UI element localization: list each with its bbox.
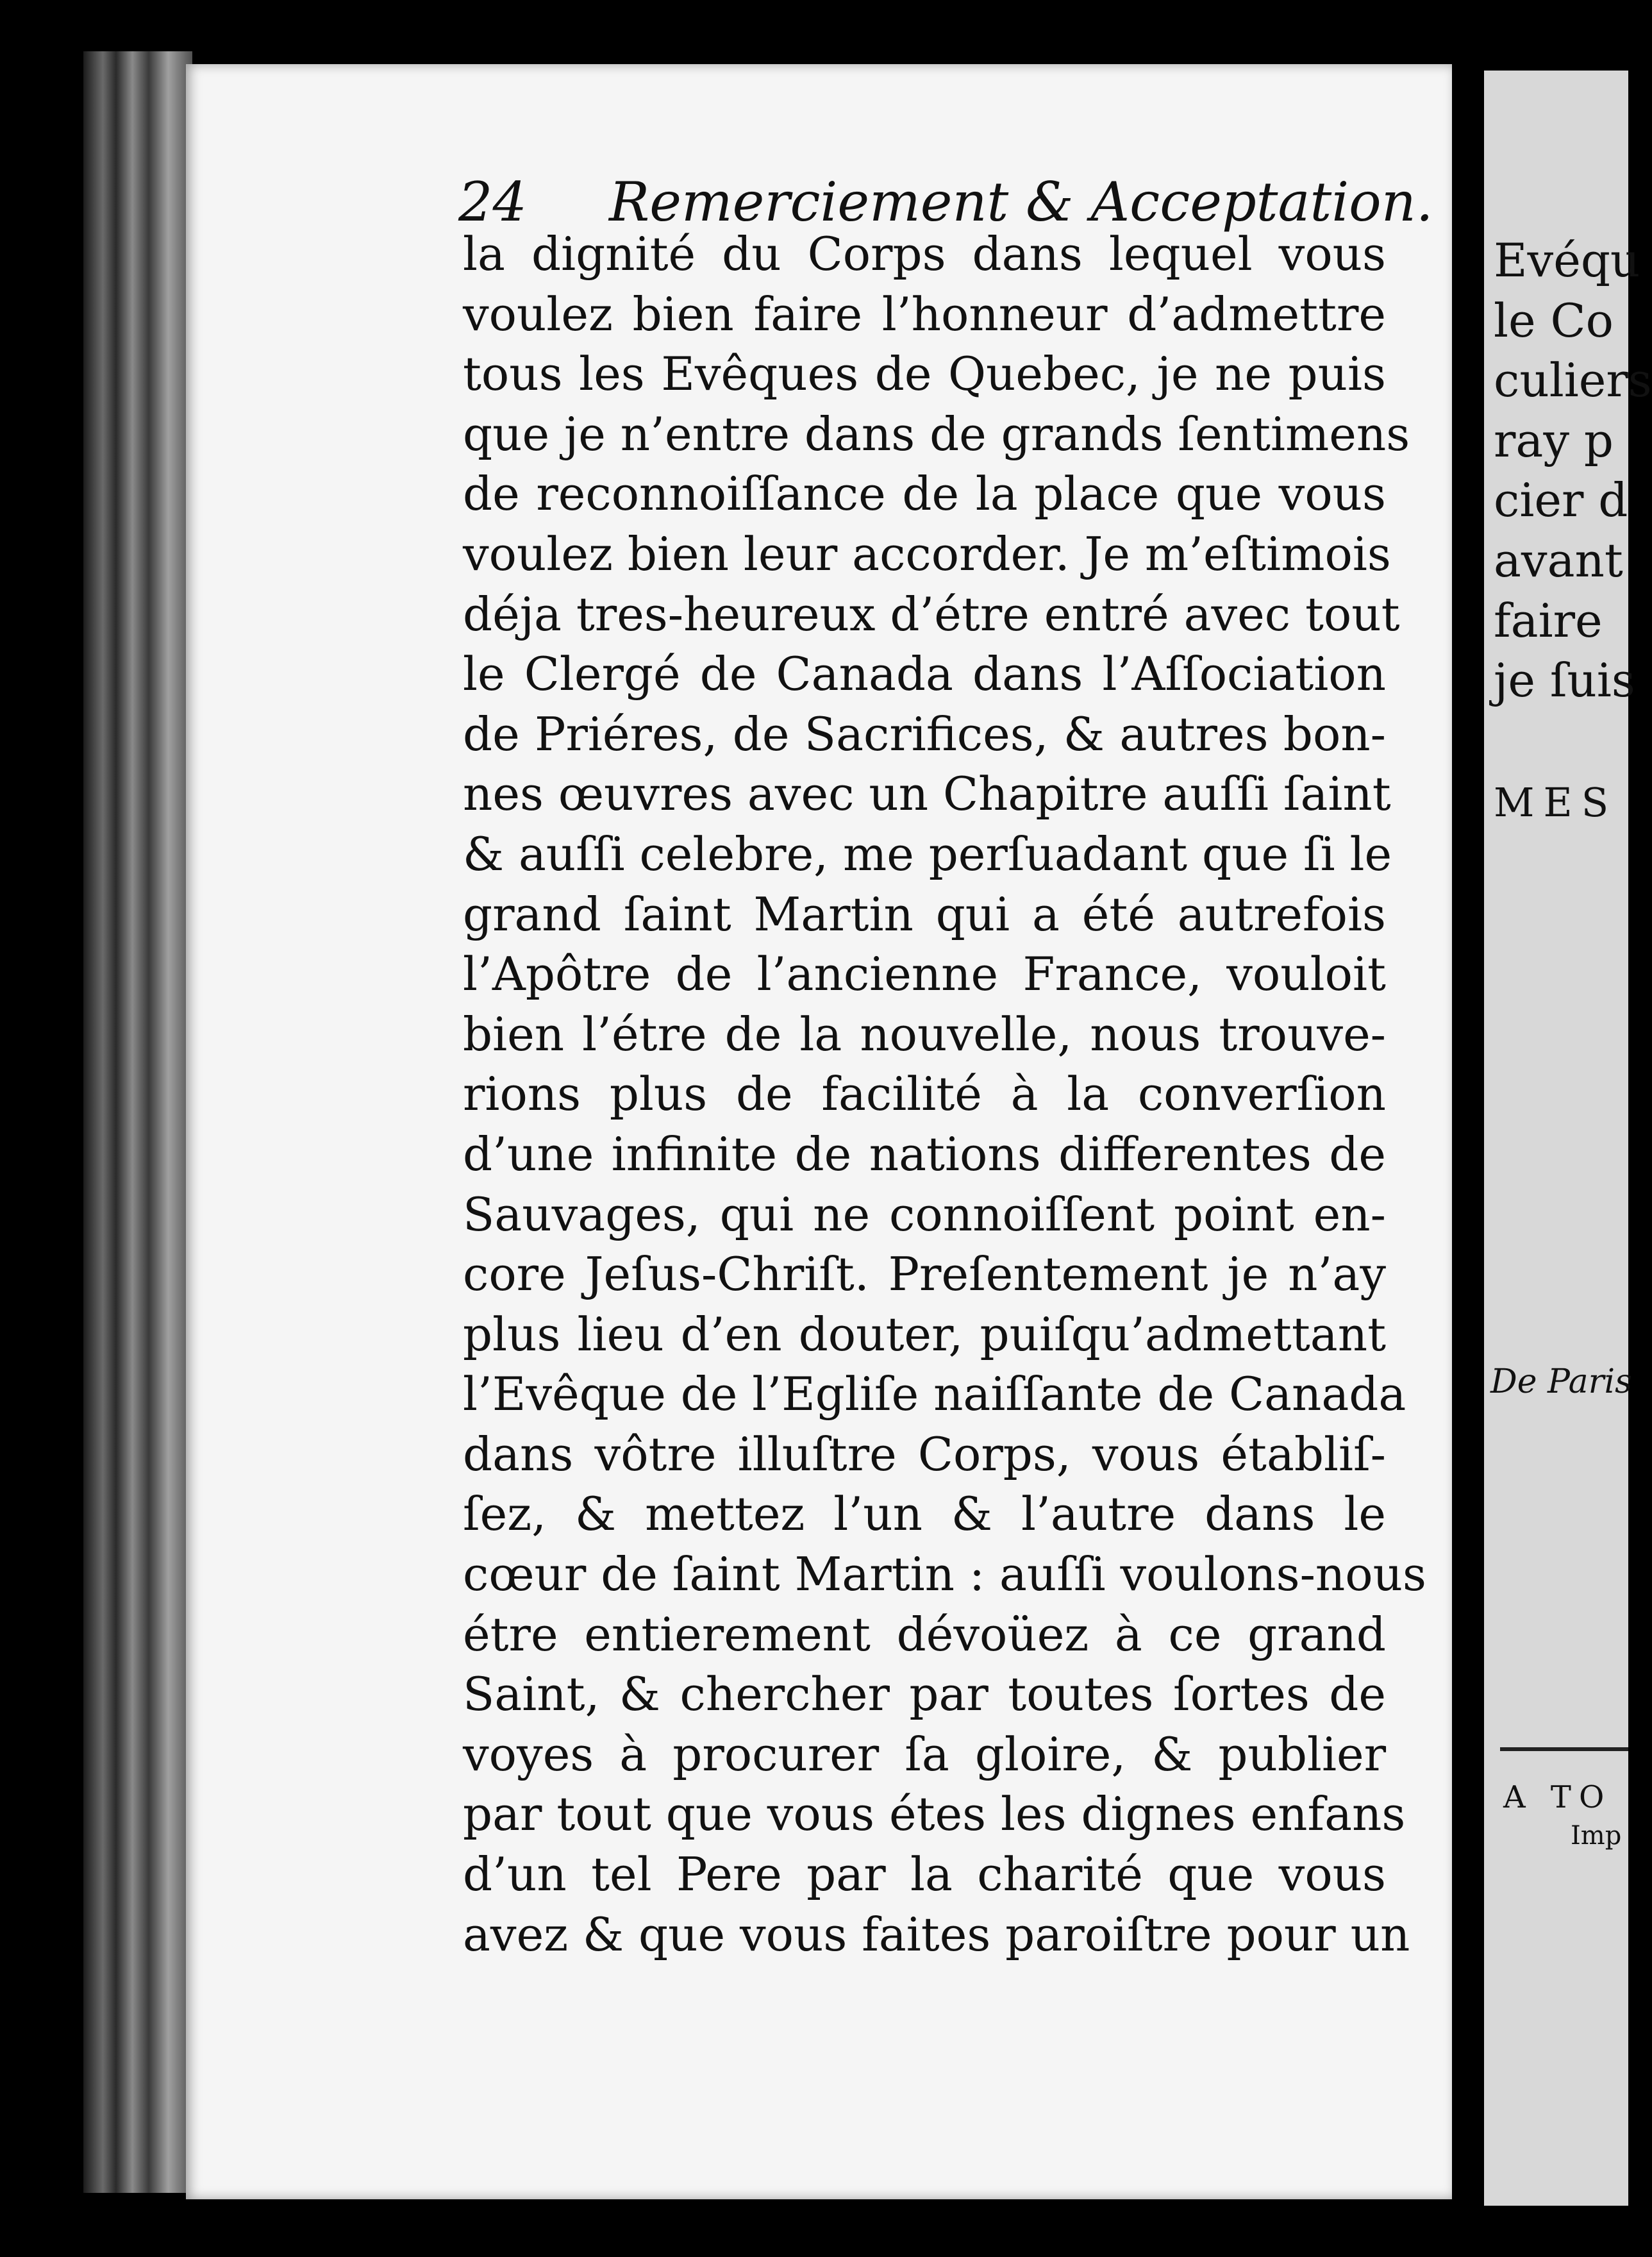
text-line: d’un tel Pere par la charité que vous <box>463 1847 1386 1902</box>
text-line: par tout que vous étes les dignes enfans <box>463 1787 1406 1842</box>
facing-heading: MES <box>1494 779 1618 826</box>
text-line: cœur de ſaint Martin : auſſi voulons-nous <box>463 1547 1426 1602</box>
text-line: tous les Evêques de Quebec, je ne puis <box>463 347 1386 401</box>
facing-text-line: le Co <box>1494 293 1614 348</box>
facing-page-text <box>1494 231 1652 711</box>
facing-text-line: faire <box>1494 593 1603 648</box>
facing-footer-line: Imp <box>1571 1821 1622 1850</box>
text-line: ſez, & mettez l’un & l’autre dans le <box>463 1487 1386 1541</box>
facing-footer-line: A TO <box>1503 1779 1612 1815</box>
text-line: rions plus de facilité à la converſion <box>463 1067 1386 1121</box>
text-line: voulez bien faire l’honneur d’admettre <box>463 287 1386 341</box>
text-line: le Clergé de Canada dans l’Aſſociation <box>463 647 1386 701</box>
body-text <box>463 224 1426 1965</box>
text-line: dans vôtre illuſtre Corps, vous établiſ- <box>463 1427 1386 1481</box>
facing-text-line: ray p <box>1494 413 1614 467</box>
running-title: Remerciement & Acceptation. <box>609 171 1433 233</box>
text-line: voulez bien leur accorder. Je m’eſtimois <box>463 526 1391 581</box>
text-line: que je n’entre dans de grands ſentimens <box>463 407 1410 461</box>
text-line: d’une infinite de nations differentes de <box>463 1127 1386 1181</box>
page-gutter <box>1452 38 1484 2244</box>
text-line: grand ſaint Martin qui a été autrefois <box>463 887 1386 941</box>
facing-text-line: Evéqu <box>1494 233 1640 287</box>
text-line: voyes à procurer ſa gloire, & publier <box>463 1727 1386 1781</box>
text-line: nes œuvres avec un Chapitre auſſi ſaint <box>463 767 1391 821</box>
text-line: avez & que vous faites paroiſtre pour un <box>463 1907 1410 1961</box>
text-line: Saint, & chercher par toutes ſortes de <box>463 1667 1386 1722</box>
text-line: l’Apôtre de l’ancienne France, vouloit <box>463 947 1386 1002</box>
text-line: Sauvages, qui ne connoiſſent point en- <box>463 1187 1386 1241</box>
facing-text-line: avant <box>1494 533 1623 587</box>
text-line: plus lieu d’en douter, puiſqu’admettant <box>463 1307 1386 1361</box>
page-number: 24 <box>458 171 527 233</box>
text-line: étre entierement dévoüez à ce grand <box>463 1607 1386 1661</box>
facing-imprint: De Paris <box>1490 1363 1632 1401</box>
facing-rule <box>1500 1747 1628 1751</box>
text-line: déja tres-heureux d’étre entré avec tout <box>463 587 1400 641</box>
text-line: l’Evêque de l’Egliſe naiſſante de Canada <box>463 1367 1406 1422</box>
text-line: core Jeſus-Chriſt. Preſentement je n’ay <box>463 1247 1386 1302</box>
text-line: de Priéres, de Sacrifices, & autres bon- <box>463 707 1386 761</box>
text-line: & auſſi celebre, me perſuadant que ſi le <box>463 826 1392 881</box>
text-line: la dignité du Corps dans lequel vous <box>463 227 1386 281</box>
facing-text-line: culiers <box>1494 353 1652 408</box>
facing-text-line: je ſuis <box>1494 653 1635 708</box>
book-binding <box>83 51 192 2193</box>
text-line: bien l’étre de la nouvelle, nous trouve- <box>463 1007 1386 1061</box>
facing-text-line: cier d <box>1494 473 1628 528</box>
text-line: de reconnoiſſance de la place que vous <box>463 467 1386 521</box>
